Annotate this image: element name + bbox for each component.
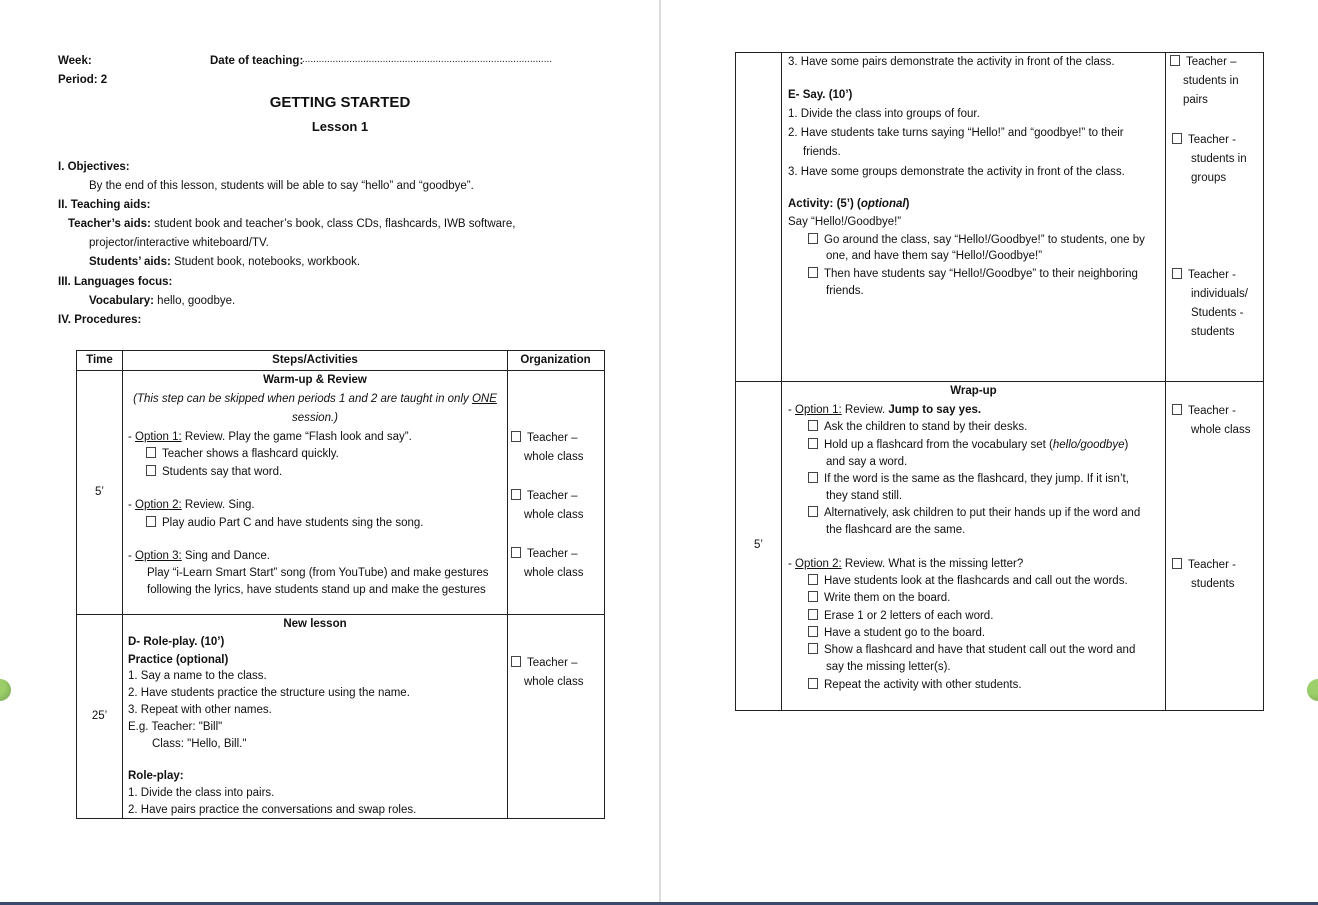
checkbox-bullet-icon xyxy=(808,626,818,637)
list-item-cont: the flashcard are the same. xyxy=(826,524,966,536)
warmup-option-3-line2: following the lyrics, have students stand up and make the gestures xyxy=(147,584,486,596)
org-item: students in xyxy=(1191,153,1247,165)
table-row-divider xyxy=(735,381,1263,382)
list-item: 2. Have students practice the structure using the name. xyxy=(128,687,410,699)
students-aids: Students’ aids: Student book, notebooks, workbook. xyxy=(89,256,361,268)
objectives-text: By the end of this lesson, students will be able to say “hello” and “goodbye”. xyxy=(89,180,474,192)
warmup-note-cont: session.) xyxy=(291,412,339,424)
date-dots: .......................................................................................... xyxy=(302,54,553,65)
objectives-heading: I. Objectives: xyxy=(58,161,130,173)
checkbox-bullet-icon xyxy=(808,438,818,449)
warmup-option-3-line1: Play “i-Learn Smart Start” song (from YouTube) and make gestures xyxy=(147,567,489,579)
warmup-option-3: - Option 3: Sing and Dance. xyxy=(128,550,270,562)
org-item: whole class xyxy=(524,509,584,521)
org-item: Teacher – xyxy=(511,656,578,670)
vocabulary-line: Vocabulary: hello, goodbye. xyxy=(89,295,236,307)
org-item: Teacher - xyxy=(1172,404,1236,418)
list-item: 1. Say a name to the class. xyxy=(128,670,267,682)
table-col-divider xyxy=(507,350,508,818)
list-item: If the word is the same as the flashcard, they jump. If it isn’t, xyxy=(808,472,1129,486)
checkbox-bullet-icon xyxy=(808,420,818,431)
warmup-note: (This step can be skipped when periods 1 and 2 are taught in only ONE xyxy=(133,393,497,405)
wrapup-heading: Wrap-up xyxy=(950,385,997,397)
warmup-option-2: - Option 2: Review. Sing. xyxy=(128,499,255,511)
list-item-cont: one, and have them say “Hello!/Goodbye!” xyxy=(826,250,1043,262)
role-play-heading: D- Role-play. (10’) xyxy=(128,636,225,648)
checkbox-bullet-icon xyxy=(146,465,156,476)
date-label: Date of teaching: xyxy=(210,55,304,67)
list-item: Hold up a flashcard from the vocabulary set (hello/goodbye) xyxy=(808,438,1128,452)
document-page-right xyxy=(661,0,1318,905)
page-title: GETTING STARTED xyxy=(269,94,411,111)
list-item: Have a student go to the board. xyxy=(808,626,985,640)
practice-heading: Practice (optional) xyxy=(128,654,229,666)
checkbox-bullet-icon xyxy=(808,472,818,483)
list-item-cont: they stand still. xyxy=(826,490,903,502)
checkbox-bullet-icon xyxy=(511,547,521,558)
new-lesson-time: 25’ xyxy=(91,710,108,722)
list-item: Erase 1 or 2 letters of each word. xyxy=(808,609,993,623)
example-line: E.g. Teacher: "Bill" xyxy=(128,721,223,733)
checkbox-bullet-icon xyxy=(808,267,818,278)
org-item: Teacher – xyxy=(1170,55,1237,69)
org-item: Students - xyxy=(1191,307,1244,319)
checkbox-bullet-icon xyxy=(511,489,521,500)
list-item: 3. Repeat with other names. xyxy=(128,704,272,716)
org-item: individuals/ xyxy=(1191,288,1248,300)
teaching-aids-heading: II. Teaching aids: xyxy=(58,199,151,211)
list-item: Students say that word. xyxy=(146,465,282,479)
list-item: Teacher shows a flashcard quickly. xyxy=(146,447,339,461)
wrapup-option-2: - Option 2: Review. What is the missing letter? xyxy=(788,558,1024,570)
header-steps: Steps/Activities xyxy=(272,354,358,366)
list-item-cont: friends. xyxy=(803,146,841,158)
list-item-cont: and say a word. xyxy=(826,456,908,468)
week-label: Week: xyxy=(58,55,92,67)
step-line: 3. Have some pairs demonstrate the activity in front of the class. xyxy=(788,56,1115,68)
list-item: Play audio Part C and have students sing the song. xyxy=(146,516,423,530)
list-item: 3. Have some groups demonstrate the activity in front of the class. xyxy=(788,166,1125,178)
warmup-option-1: - Option 1: Review. Play the game “Flash look and say”. xyxy=(128,431,412,443)
lesson-label: Lesson 1 xyxy=(311,119,369,134)
wrapup-option-1: - Option 1: Review. Jump to say yes. xyxy=(788,404,982,416)
org-item: Teacher - xyxy=(1172,558,1236,572)
list-item-cont: friends. xyxy=(826,285,864,297)
list-item: Repeat the activity with other students. xyxy=(808,678,1022,692)
checkbox-bullet-icon xyxy=(808,574,818,585)
list-item: Go around the class, say “Hello!/Goodbye!” to students, one by xyxy=(808,233,1145,247)
roleplay-heading: Role-play: xyxy=(128,770,184,782)
language-focus-heading: III. Languages focus: xyxy=(58,276,173,288)
org-item: groups xyxy=(1191,172,1227,184)
list-item: Then have students say “Hello!/Goodbye” to their neighboring xyxy=(808,267,1138,281)
checkbox-bullet-icon xyxy=(1172,404,1182,415)
list-item: Alternatively, ask children to put their hands up if the word and xyxy=(808,506,1140,520)
teacher-aids-cont: projector/interactive whiteboard/TV. xyxy=(89,237,269,249)
checkbox-bullet-icon xyxy=(1172,268,1182,279)
new-lesson-heading: New lesson xyxy=(283,618,347,630)
say-heading: E- Say. (10’) xyxy=(788,89,853,101)
checkbox-bullet-icon xyxy=(146,447,156,458)
checkbox-bullet-icon xyxy=(511,431,521,442)
checkbox-bullet-icon xyxy=(808,506,818,517)
table-row-divider xyxy=(76,370,604,371)
org-item: students xyxy=(1191,578,1235,590)
checkbox-bullet-icon xyxy=(808,591,818,602)
header-time: Time xyxy=(86,354,113,366)
org-item: whole class xyxy=(524,451,584,463)
checkbox-bullet-icon xyxy=(808,643,818,654)
checkbox-bullet-icon xyxy=(808,678,818,689)
checkbox-bullet-icon xyxy=(808,609,818,620)
procedures-heading: IV. Procedures: xyxy=(58,314,142,326)
list-item: 1. Divide the class into pairs. xyxy=(128,787,275,799)
teacher-aids: Teacher’s aids: student book and teacher’s book, class CDs, flashcards, IWB software, xyxy=(68,218,516,230)
list-item: Show a flashcard and have that student call out the word and xyxy=(808,643,1135,657)
org-item: Teacher – xyxy=(511,431,578,445)
org-item: students in xyxy=(1183,75,1239,87)
wrapup-time: 5’ xyxy=(754,539,763,551)
org-item: Teacher – xyxy=(511,489,578,503)
org-item: whole class xyxy=(1191,424,1251,436)
list-item: 2. Have students take turns saying “Hello!” and “goodbye!” to their xyxy=(788,127,1124,139)
warmup-time: 5’ xyxy=(95,486,104,498)
activity-say: Say “Hello!/Goodbye!” xyxy=(788,216,902,228)
checkbox-bullet-icon xyxy=(1172,133,1182,144)
table-row-divider xyxy=(76,614,604,615)
org-item: Teacher – xyxy=(511,547,578,561)
list-item: 1. Divide the class into groups of four. xyxy=(788,108,980,120)
list-item: Ask the children to stand by their desks. xyxy=(808,420,1027,434)
checkbox-bullet-icon xyxy=(1172,558,1182,569)
checkbox-bullet-icon xyxy=(808,233,818,244)
org-item: Teacher - xyxy=(1172,133,1236,147)
header-organization: Organization xyxy=(520,354,591,366)
checkbox-bullet-icon xyxy=(146,516,156,527)
list-item: Have students look at the flashcards and call out the words. xyxy=(808,574,1128,588)
example-line: Class: "Hello, Bill." xyxy=(152,738,247,750)
list-item: Write them on the board. xyxy=(808,591,950,605)
warmup-heading: Warm-up & Review xyxy=(263,374,367,386)
activity-heading: Activity: (5’) (optional) xyxy=(788,198,910,210)
org-item: Teacher - xyxy=(1172,268,1236,282)
checkbox-bullet-icon xyxy=(1170,55,1180,66)
period-label: Period: 2 xyxy=(58,74,108,86)
list-item-cont: say the missing letter(s). xyxy=(826,661,951,673)
checkbox-bullet-icon xyxy=(511,656,521,667)
org-item: pairs xyxy=(1183,94,1208,106)
org-item: students xyxy=(1191,326,1235,338)
list-item: 2. Have pairs practice the conversations and swap roles. xyxy=(128,804,417,816)
org-item: whole class xyxy=(524,676,584,688)
org-item: whole class xyxy=(524,567,584,579)
